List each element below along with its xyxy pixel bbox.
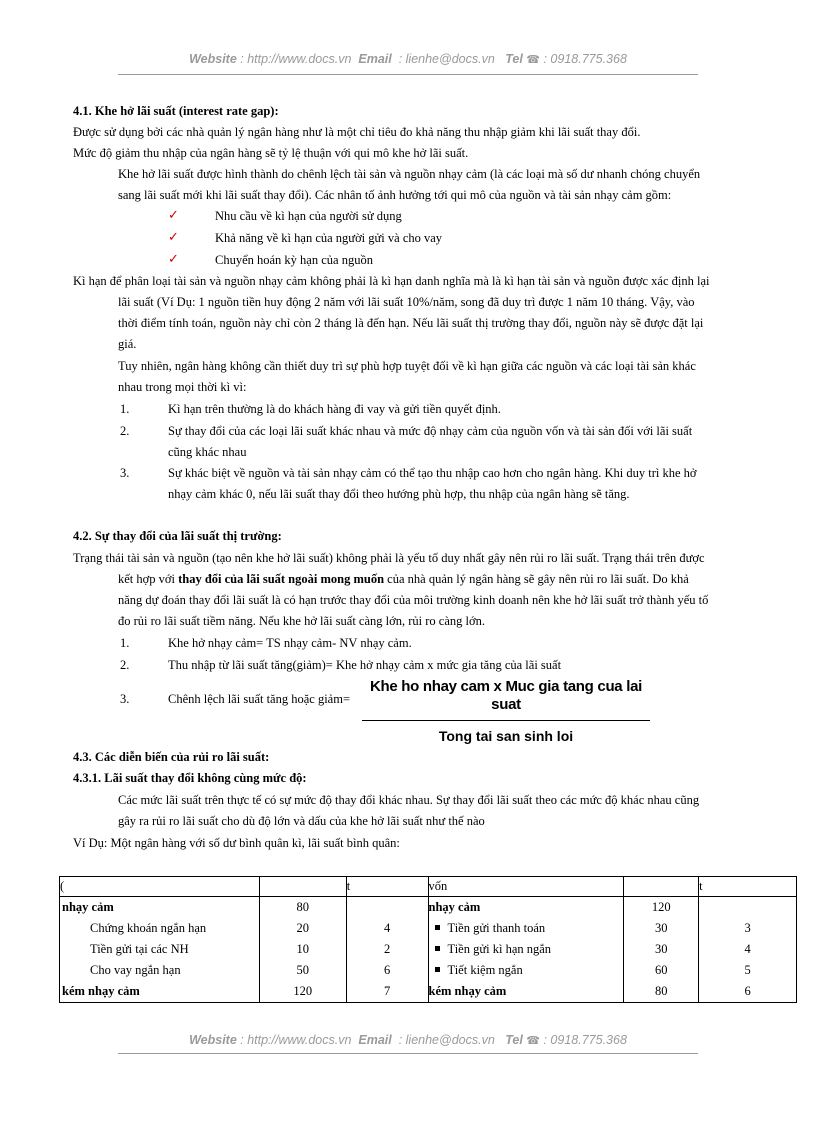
table-cell: 4 xyxy=(699,939,797,960)
paragraph: năng dự đoán thay đổi lãi suất là có hạn trước thay đổi của môi trường kinh doanh nên khe hở lãi suất trở thành yếu tố xyxy=(118,593,709,607)
subsection-title-4-3-1: 4.3.1. Lãi suất thay đổi không cùng mức độ: xyxy=(73,771,307,785)
table-cell: 4 xyxy=(346,918,428,939)
table-row xyxy=(60,981,797,1003)
table-cell-text: Tiền gửi kì hạn ngắn xyxy=(447,942,552,956)
table-header-cell: vốn xyxy=(428,877,624,897)
paragraph: lãi suất (Ví Dụ: 1 nguồn tiền huy động 2 năm với lãi suất 10%/năm, song đã duy trì được 1 năm 10 tháng. Vậy, vào xyxy=(118,295,695,309)
list-item: Sự khác biệt về nguồn và tài sản nhạy cảm có thể tạo thu nhập cao hơn cho ngân hàng. Khi duy trì khe hở xyxy=(168,466,697,480)
paragraph: Kì hạn để phân loại tài sản và nguồn nhạy cảm không phải là kì hạn danh nghĩa mà là kì hạn tài sản và nguồn được xác định lại xyxy=(73,274,710,288)
table-cell xyxy=(699,897,797,919)
fraction-numerator: Khe ho nhay cam x Muc gia tang cua lai suat xyxy=(369,678,642,713)
table-cell: nhạy cảm xyxy=(60,897,260,919)
list-number: 1. xyxy=(120,636,130,650)
table-row xyxy=(60,939,797,960)
email-label: Email xyxy=(358,1033,392,1047)
phone-icon: ☎ xyxy=(526,54,540,66)
tel-label: Tel xyxy=(505,1033,523,1047)
paragraph: sang lãi suất mới khi lãi suất thay đổi). Các nhân tố ảnh hưởng tới qui mô của nguồn và tài sản nhạy cảm gồm: xyxy=(118,188,672,202)
text-run: của nhà quản lý ngân hàng sẽ gây nên rủi ro lãi suất. Do khả xyxy=(384,572,689,586)
table-cell: 6 xyxy=(699,981,797,1003)
table-cell: 6 xyxy=(346,960,428,981)
table-cell: 30 xyxy=(624,939,699,960)
paragraph xyxy=(118,571,689,587)
formula-3-label: Chênh lệch lãi suất tăng hoặc giảm= xyxy=(168,692,350,706)
list-number: 2. xyxy=(120,424,130,438)
section-title-4-1: 4.1. Khe hở lãi suất (interest rate gap): xyxy=(73,104,279,118)
table-cell xyxy=(428,939,624,960)
website-url[interactable]: : http://www.docs.vn xyxy=(240,1033,352,1047)
table-cell: 120 xyxy=(624,897,699,919)
table-cell: 5 xyxy=(699,960,797,981)
table-cell-text: Tiết kiệm ngắn xyxy=(447,963,523,977)
section-title-4-2: 4.2. Sự thay đổi của lãi suất thị trường: xyxy=(73,529,282,543)
table-cell: 3 xyxy=(699,918,797,939)
table-cell: 20 xyxy=(259,918,346,939)
list-number: 2. xyxy=(120,658,130,672)
bullet-square-icon xyxy=(435,925,440,930)
table-cell: 80 xyxy=(624,981,699,1003)
table-cell: 80 xyxy=(259,897,346,919)
paragraph: Khe hở lãi suất được hình thành do chênh lệch tài sản và nguồn nhạy cảm (là các loại mà số dư nhanh chóng chuyển xyxy=(118,167,701,181)
table-cell: kém nhạy cảm xyxy=(60,981,260,1003)
paragraph: Trạng thái tài sản và nguồn (tạo nên khe hở lãi suất) không phải là yếu tố duy nhất gây nên rủi ro lãi suất. Trạng thái trên được xyxy=(73,551,705,565)
table-header-cell xyxy=(259,877,346,897)
check-item: Nhu cầu về kì hạn của người sử dụng xyxy=(215,209,402,223)
table-row xyxy=(60,960,797,981)
formula-1: Khe hở nhạy cảm= TS nhạy cảm- NV nhạy cảm. xyxy=(168,636,412,650)
paragraph: đo rủi ro lãi suất tiềm năng. Nếu khe hở lãi suất càng lớn, rủi ro càng lớn. xyxy=(118,614,485,628)
website-label: Website xyxy=(189,52,237,66)
phone-icon: ☎ xyxy=(526,1035,540,1047)
list-item: cũng khác nhau xyxy=(168,445,247,459)
table-row xyxy=(60,918,797,939)
paragraph: Mức độ giảm thu nhập của ngân hàng sẽ tỷ lệ thuận với qui mô khe hở lãi suất. xyxy=(73,146,469,160)
check-item: Khả năng về kì hạn của người gửi và cho vay xyxy=(215,231,443,245)
table-cell: Chứng khoán ngắn hạn xyxy=(60,918,260,939)
paragraph: giá. xyxy=(118,337,137,351)
table-header-cell: t xyxy=(699,877,797,897)
footer-rule xyxy=(118,1053,698,1054)
table-cell xyxy=(346,897,428,919)
formula-2: Thu nhập từ lãi suất tăng(giảm)= Khe hở nhạy cảm x mức gia tăng của lãi suất xyxy=(168,658,562,672)
table-cell: 30 xyxy=(624,918,699,939)
table-header-row xyxy=(60,877,797,897)
table-cell xyxy=(428,960,624,981)
email-value[interactable]: : lienhe@docs.vn xyxy=(398,1033,495,1047)
table-row xyxy=(60,897,797,919)
table-cell: 10 xyxy=(259,939,346,960)
list-item: Kì hạn trên thường là do khách hàng đi vay và gửi tiền quyết định. xyxy=(168,402,501,416)
tel-label: Tel xyxy=(505,52,523,66)
table-cell: nhạy cảm xyxy=(428,897,624,919)
check-item: Chuyển hoán kỳ hạn của nguồn xyxy=(215,253,373,267)
table-cell: Cho vay ngắn hạn xyxy=(60,960,260,981)
email-label: Email xyxy=(358,52,392,66)
checkmark-icon: ✓ xyxy=(168,207,179,222)
list-number: 1. xyxy=(120,402,130,416)
paragraph: Tuy nhiên, ngân hàng không cần thiết duy trì sự phù hợp tuyệt đối về kì hạn giữa các nguồn và các loại tài sản khác xyxy=(118,359,696,373)
bullet-square-icon xyxy=(435,967,440,972)
paragraph: Được sử dụng bởi các nhà quản lý ngân hàng như là một chỉ tiêu đo khả năng thu nhập giảm khi lãi suất thay đổi. xyxy=(73,125,641,139)
table-cell: 60 xyxy=(624,960,699,981)
header-rule xyxy=(118,74,698,75)
table-cell: 120 xyxy=(259,981,346,1003)
paragraph: nhau trong mọi thời kì vì: xyxy=(118,380,247,394)
paragraph: gây ra rủi ro lãi suất cho dù độ lớn và dấu của khe hở lãi suất như thế nào xyxy=(118,814,485,828)
table-header-cell: t xyxy=(346,877,428,897)
email-value[interactable]: : lienhe@docs.vn xyxy=(398,52,495,66)
website-url[interactable]: : http://www.docs.vn xyxy=(240,52,352,66)
table-cell: 7 xyxy=(346,981,428,1003)
list-item: nhạy cảm khác 0, nếu lãi suất thay đổi theo hướng phù hợp, thu nhập của ngân hàng sẽ tăng. xyxy=(168,487,630,501)
table-cell-text: Tiền gửi thanh toán xyxy=(447,921,546,935)
page-header xyxy=(0,52,816,66)
table-cell xyxy=(428,918,624,939)
list-item: Sự thay đổi của các loại lãi suất khác nhau và mức độ nhạy cảm của nguồn vốn và tài sản đối với lãi suất xyxy=(168,424,693,438)
fraction-denominator: Tong tai san sinh loi xyxy=(438,728,574,744)
tel-value: : 0918.775.368 xyxy=(543,1033,627,1047)
list-number: 3. xyxy=(120,466,130,480)
tel-value: : 0918.775.368 xyxy=(543,52,627,66)
paragraph: Ví Dụ: Một ngân hàng với số dư bình quân kì, lãi suất bình quân: xyxy=(73,836,400,850)
table-header-cell xyxy=(624,877,699,897)
paragraph: Các mức lãi suất trên thực tế có sự mức độ thay đổi khác nhau. Sự thay đổi lãi suất theo các mức độ khác nhau cũng xyxy=(118,793,700,807)
formula-fraction xyxy=(362,678,650,745)
table-header-cell: ( xyxy=(60,877,260,897)
checkmark-icon: ✓ xyxy=(168,229,179,244)
text-run: kết hợp với xyxy=(118,572,179,586)
checkmark-icon: ✓ xyxy=(168,251,179,266)
table-cell: 50 xyxy=(259,960,346,981)
section-title-4-3: 4.3. Các diễn biến của rủi ro lãi suất: xyxy=(73,750,270,764)
table-cell: Tiền gửi tại các NH xyxy=(60,939,260,960)
website-label: Website xyxy=(189,1033,237,1047)
table-cell: kém nhạy cảm xyxy=(428,981,624,1003)
emphasis-text: thay đổi của lãi suất ngoài mong muốn xyxy=(178,572,385,586)
table-cell: 2 xyxy=(346,939,428,960)
data-table xyxy=(59,876,797,1003)
paragraph: thời điểm tính toán, nguồn này chỉ còn 2 tháng là đến hạn. Nếu lãi suất thị trường thay đổi, nguồn này sẽ được đặt lại xyxy=(118,316,704,330)
page-footer xyxy=(0,1033,816,1047)
fraction-bar xyxy=(362,720,650,721)
bullet-square-icon xyxy=(435,946,440,951)
list-number: 3. xyxy=(120,692,130,706)
